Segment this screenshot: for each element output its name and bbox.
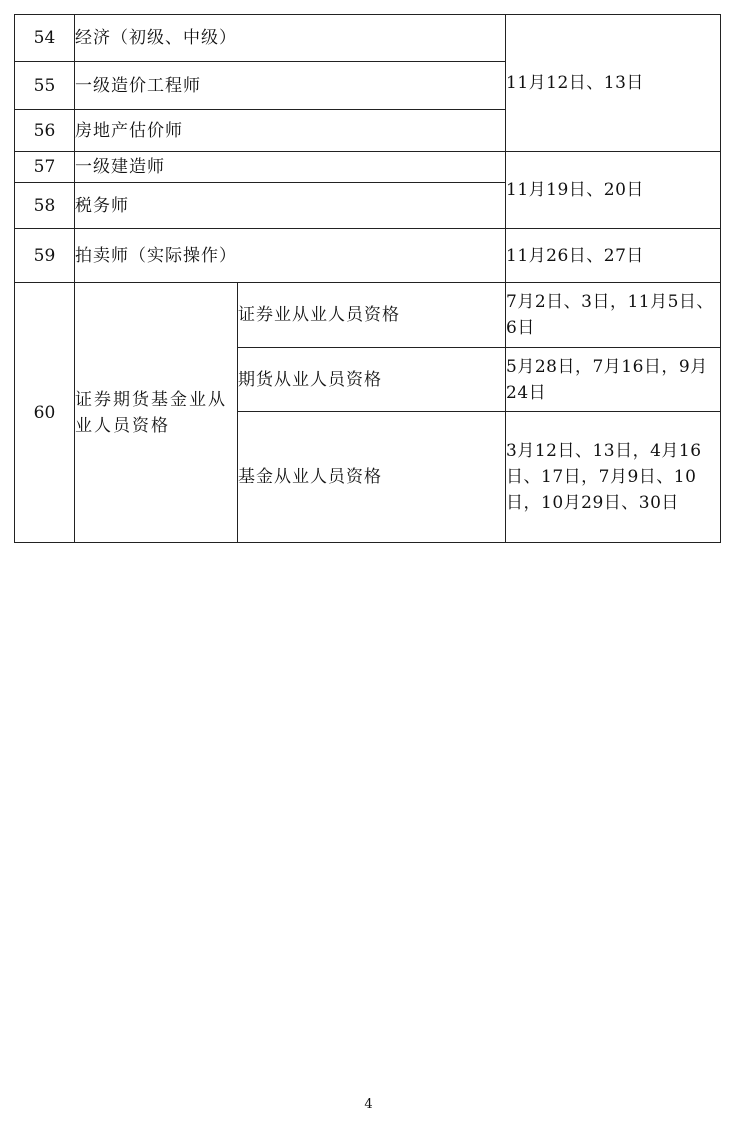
page-number: 4 xyxy=(364,1097,373,1112)
row-number: 55 xyxy=(15,62,75,110)
sub-exam-name: 证券业从业人员资格 xyxy=(238,283,506,348)
exam-date: 11月19日、20日 xyxy=(506,152,721,229)
exam-date: 11月12日、13日 xyxy=(506,15,721,152)
sub-exam-date: 3月12日、13日，4月16日、17日，7月9日、10日，10月29日、30日 xyxy=(506,412,721,543)
exam-group-name: 证券期货基金业从业人员资格 xyxy=(75,283,238,543)
exam-name: 房地产估价师 xyxy=(75,110,506,152)
sub-exam-date: 7月2日、3日，11月5日、6日 xyxy=(506,283,721,348)
exam-name: 税务师 xyxy=(75,183,506,229)
sub-exam-date: 5月28日，7月16日，9月24日 xyxy=(506,348,721,412)
table-row xyxy=(15,152,721,183)
sub-exam-name: 基金从业人员资格 xyxy=(238,412,506,543)
row-number: 57 xyxy=(15,152,75,183)
exam-name: 经济（初级、中级） xyxy=(75,15,506,62)
exam-schedule-table xyxy=(14,14,721,543)
row-number: 54 xyxy=(15,15,75,62)
row-number: 59 xyxy=(15,229,75,283)
row-number: 60 xyxy=(15,283,75,543)
table-row xyxy=(15,15,721,62)
exam-name: 一级造价工程师 xyxy=(75,62,506,110)
sub-exam-name: 期货从业人员资格 xyxy=(238,348,506,412)
row-number: 56 xyxy=(15,110,75,152)
exam-name: 拍卖师（实际操作） xyxy=(75,229,506,283)
exam-name: 一级建造师 xyxy=(75,152,506,183)
table-row xyxy=(15,229,721,283)
row-number: 58 xyxy=(15,183,75,229)
exam-date: 11月26日、27日 xyxy=(506,229,721,283)
table-row xyxy=(15,283,721,348)
